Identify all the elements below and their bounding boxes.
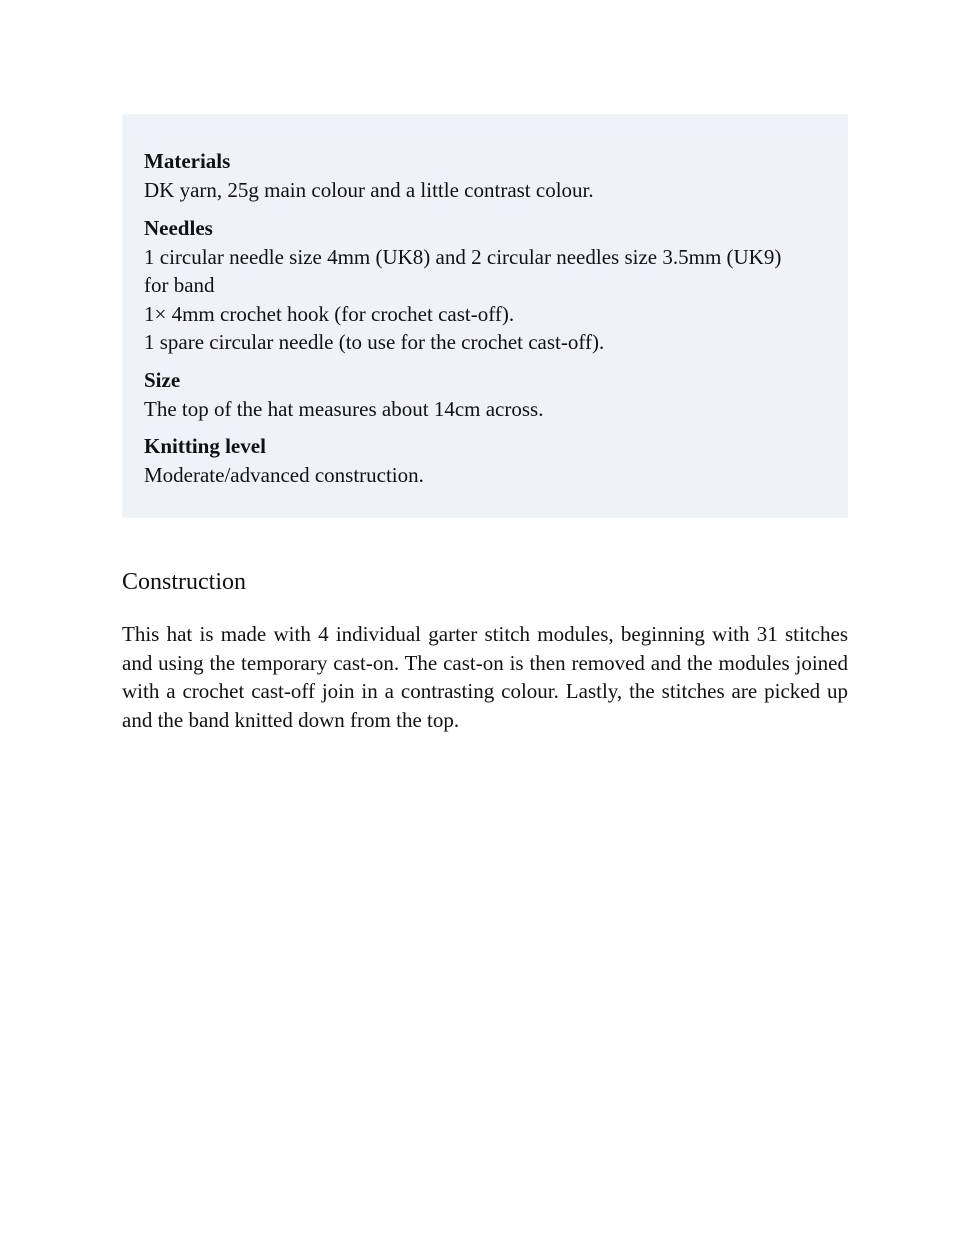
pattern-info-box — [122, 114, 848, 518]
materials-text: DK yarn, 25g main colour and a little contrast colour. — [144, 178, 594, 202]
knitting-level-heading: Knitting level — [144, 434, 266, 458]
construction-paragraph: This hat is made with 4 individual garter stitch modules, beginning with 31 stitches and using the temporary cast-on. The cast-on is then removed and the modules joined with a crochet cast-off join in a contrasting colour. Lastly, the stitches are picked up and the band knitted down from the top. — [122, 622, 848, 732]
materials-section — [144, 147, 826, 205]
size-text: The top of the hat measures about 14cm across. — [144, 396, 544, 421]
needles-line-crochet-hook: 1× 4mm crochet hook (for crochet cast-off). — [144, 301, 515, 326]
needles-section — [144, 214, 826, 357]
construction-title: Construction — [122, 569, 246, 595]
knitting-level-text: Moderate/advanced construction. — [144, 463, 424, 487]
materials-heading: Materials — [144, 149, 231, 173]
size-section — [144, 366, 826, 424]
needles-heading: Needles — [144, 215, 213, 240]
size-heading: Size — [144, 367, 181, 392]
needles-line-circular: 1 circular needle size 4mm (UK8) and 2 circular needles size 3.5mm (UK9) for band — [144, 244, 782, 297]
knitting-level-section — [144, 432, 826, 490]
needles-line-spare: 1 spare circular needle (to use for the crochet cast-off). — [144, 330, 605, 354]
